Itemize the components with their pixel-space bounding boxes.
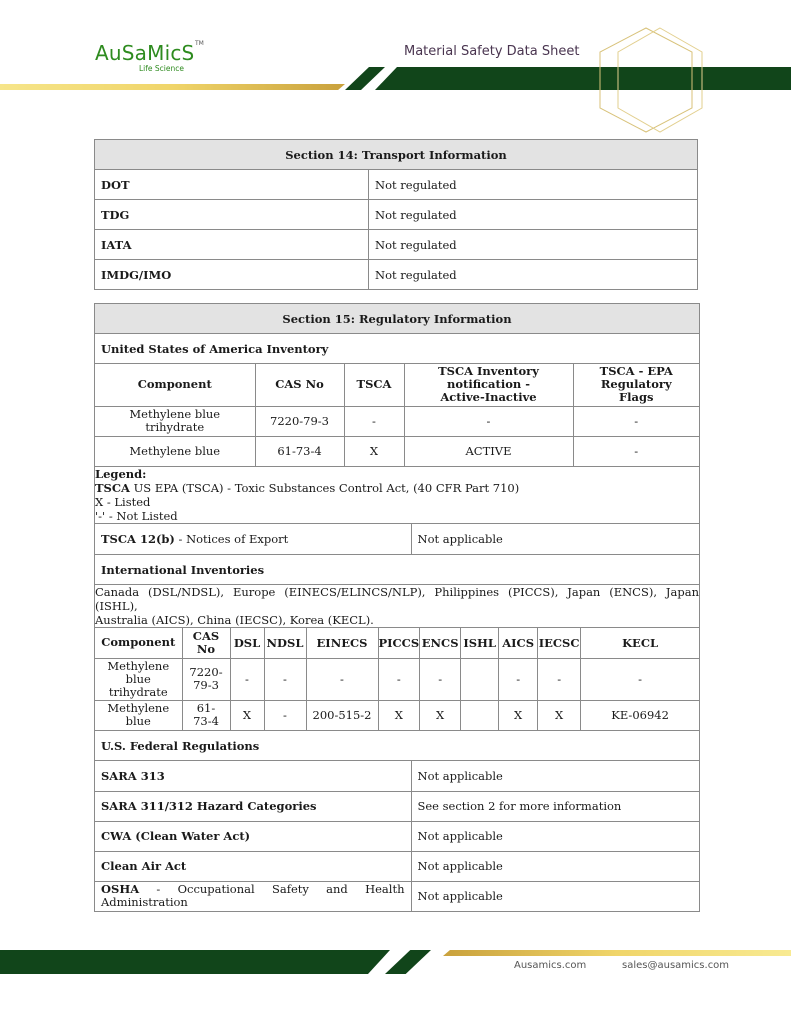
trademark-mark: TM bbox=[195, 40, 204, 47]
kecl-cell: KE-06942 bbox=[581, 700, 699, 730]
cas-cell: 61-73-4 bbox=[255, 436, 344, 466]
row-label: IATA bbox=[95, 230, 369, 260]
column-header: AICS bbox=[499, 628, 538, 658]
tsca-12b-desc: - Notices of Export bbox=[174, 532, 289, 546]
legend-tsca bbox=[95, 481, 699, 495]
table-row bbox=[95, 791, 699, 821]
ishl-cell bbox=[461, 700, 499, 730]
column-header: ENCS bbox=[420, 628, 461, 658]
international-inventories-heading: International Inventories bbox=[95, 555, 700, 585]
column-header: Component bbox=[95, 628, 182, 658]
osha-word: Safety bbox=[271, 882, 309, 897]
row-label: SARA 313 bbox=[95, 761, 411, 791]
document-title: Material Safety Data Sheet bbox=[404, 44, 580, 59]
row-label: DOT bbox=[95, 170, 369, 200]
federal-regulations-heading: U.S. Federal Regulations bbox=[95, 731, 700, 761]
tsca-12b-row bbox=[95, 524, 699, 554]
column-header: EINECS bbox=[306, 628, 378, 658]
row-label: Clean Air Act bbox=[95, 851, 411, 881]
legend-tsca-term: TSCA bbox=[95, 481, 130, 495]
table-row bbox=[95, 821, 699, 851]
dsl-cell: - bbox=[230, 658, 264, 700]
section-14-transport-table bbox=[94, 139, 698, 290]
section-14-title: Section 14: Transport Information bbox=[95, 140, 698, 170]
tsca-cell: X bbox=[344, 436, 404, 466]
kecl-cell: - bbox=[581, 658, 699, 700]
column-header: KECL bbox=[581, 628, 699, 658]
row-value: See section 2 for more information bbox=[411, 791, 699, 821]
column-header: Component bbox=[95, 364, 255, 406]
table-row bbox=[95, 658, 699, 700]
footer-green-slash bbox=[385, 950, 431, 974]
international-inventory-table bbox=[95, 628, 699, 730]
row-value: Not applicable bbox=[411, 524, 699, 554]
component-cell: Methylene blue bbox=[95, 700, 182, 730]
row-value: Not applicable bbox=[411, 851, 699, 881]
encs-cell: - bbox=[420, 658, 461, 700]
hexagon-decoration-icon bbox=[598, 26, 708, 136]
iecsc-cell: - bbox=[538, 658, 581, 700]
row-label bbox=[95, 881, 411, 911]
legend-title: Legend: bbox=[95, 467, 147, 481]
row-label: CWA (Clean Water Act) bbox=[95, 821, 411, 851]
row-label: IMDG/IMO bbox=[95, 260, 369, 290]
website-link[interactable]: Ausamics.com bbox=[514, 960, 587, 971]
row-label: TDG bbox=[95, 200, 369, 230]
column-header: CAS No bbox=[182, 628, 230, 658]
footer-gold-stripe bbox=[443, 950, 791, 956]
row-value: Not applicable bbox=[411, 761, 699, 791]
description-line: Australia (AICS), China (IECSC), Korea (KECL). bbox=[95, 613, 374, 627]
column-header: ISHL bbox=[461, 628, 499, 658]
piccs-cell: - bbox=[378, 658, 420, 700]
legend-not-listed: '-' - Not Listed bbox=[95, 509, 178, 523]
email-link[interactable]: sales@ausamics.com bbox=[622, 960, 730, 971]
column-header: TSCA Inventory notification - Active-Inactive bbox=[404, 364, 573, 406]
einecs-cell: 200-515-2 bbox=[306, 700, 378, 730]
osha-word: and bbox=[326, 882, 348, 897]
einecs-cell: - bbox=[306, 658, 378, 700]
tsca-cell: - bbox=[344, 406, 404, 436]
section-15-regulatory-table bbox=[94, 303, 700, 912]
encs-cell: X bbox=[420, 700, 461, 730]
legend-listed: X - Listed bbox=[95, 495, 151, 509]
table-row bbox=[95, 436, 699, 466]
row-value: Not regulated bbox=[369, 260, 698, 290]
row-label: SARA 311/312 Hazard Categories bbox=[95, 791, 411, 821]
table-row bbox=[95, 170, 698, 200]
column-header: IECSC bbox=[538, 628, 581, 658]
us-inventory-heading: United States of America Inventory bbox=[95, 334, 700, 364]
tsca-inventory-cell: - bbox=[404, 406, 573, 436]
column-header: CAS No bbox=[255, 364, 344, 406]
column-header: TSCA - EPA Regulatory Flags bbox=[573, 364, 699, 406]
header-gold-stripe bbox=[0, 84, 345, 90]
row-value: Not applicable bbox=[411, 821, 699, 851]
column-header: TSCA bbox=[344, 364, 404, 406]
column-header: NDSL bbox=[264, 628, 306, 658]
epa-flags-cell: - bbox=[573, 436, 699, 466]
piccs-cell: X bbox=[378, 700, 420, 730]
column-header: PICCS bbox=[378, 628, 420, 658]
table-row bbox=[95, 230, 698, 260]
section-15-title: Section 15: Regulatory Information bbox=[95, 304, 700, 334]
cas-cell: 7220-79-3 bbox=[255, 406, 344, 436]
table-row bbox=[95, 761, 699, 791]
osha-word: Health bbox=[365, 882, 405, 897]
table-row bbox=[95, 700, 699, 730]
federal-regulations-table bbox=[95, 761, 699, 911]
table-row bbox=[95, 200, 698, 230]
column-header: DSL bbox=[230, 628, 264, 658]
tsca-12b-term: TSCA 12(b) bbox=[101, 532, 175, 546]
osha-word: - bbox=[156, 882, 161, 897]
footer-green-bar bbox=[0, 950, 390, 974]
row-value: Not applicable bbox=[411, 881, 699, 911]
row-label bbox=[95, 524, 411, 554]
row-value: Not regulated bbox=[369, 230, 698, 260]
ndsl-cell: - bbox=[264, 700, 306, 730]
header-green-bar bbox=[375, 67, 791, 90]
ishl-cell bbox=[461, 658, 499, 700]
table-row bbox=[95, 881, 699, 911]
ndsl-cell: - bbox=[264, 658, 306, 700]
osha-label-line2: Administration bbox=[101, 895, 188, 910]
component-cell: Methylene blue trihydrate bbox=[95, 658, 182, 700]
cas-cell: 61-73-4 bbox=[182, 700, 230, 730]
international-description bbox=[95, 585, 700, 628]
row-value: Not regulated bbox=[369, 170, 698, 200]
iecsc-cell: X bbox=[538, 700, 581, 730]
logo-text: AuSaMicS bbox=[95, 41, 195, 65]
osha-term: OSHA bbox=[101, 882, 140, 897]
table-row bbox=[95, 851, 699, 881]
description-line: Canada (DSL/NDSL), Europe (EINECS/ELINCS/NLP), Philippines (PICCS), Japan (ENCS), Japan (ISHL), bbox=[95, 585, 699, 613]
tsca-inventory-cell: ACTIVE bbox=[404, 436, 573, 466]
component-cell: Methylene blue bbox=[95, 436, 255, 466]
us-inventory-table bbox=[95, 364, 699, 466]
table-row bbox=[95, 406, 699, 436]
legend-block bbox=[95, 467, 700, 524]
company-logo bbox=[95, 40, 204, 73]
dsl-cell: X bbox=[230, 700, 264, 730]
table-row bbox=[95, 260, 698, 290]
epa-flags-cell: - bbox=[573, 406, 699, 436]
cas-cell: 7220-79-3 bbox=[182, 658, 230, 700]
legend-tsca-definition: US EPA (TSCA) - Toxic Substances Control Act, (40 CFR Part 710) bbox=[129, 481, 520, 495]
aics-cell: X bbox=[499, 700, 538, 730]
logo-subtitle: Life Science bbox=[139, 64, 184, 73]
osha-word: Occupational bbox=[177, 882, 255, 897]
aics-cell: - bbox=[499, 658, 538, 700]
row-value: Not regulated bbox=[369, 200, 698, 230]
component-cell: Methylene blue trihydrate bbox=[95, 406, 255, 436]
